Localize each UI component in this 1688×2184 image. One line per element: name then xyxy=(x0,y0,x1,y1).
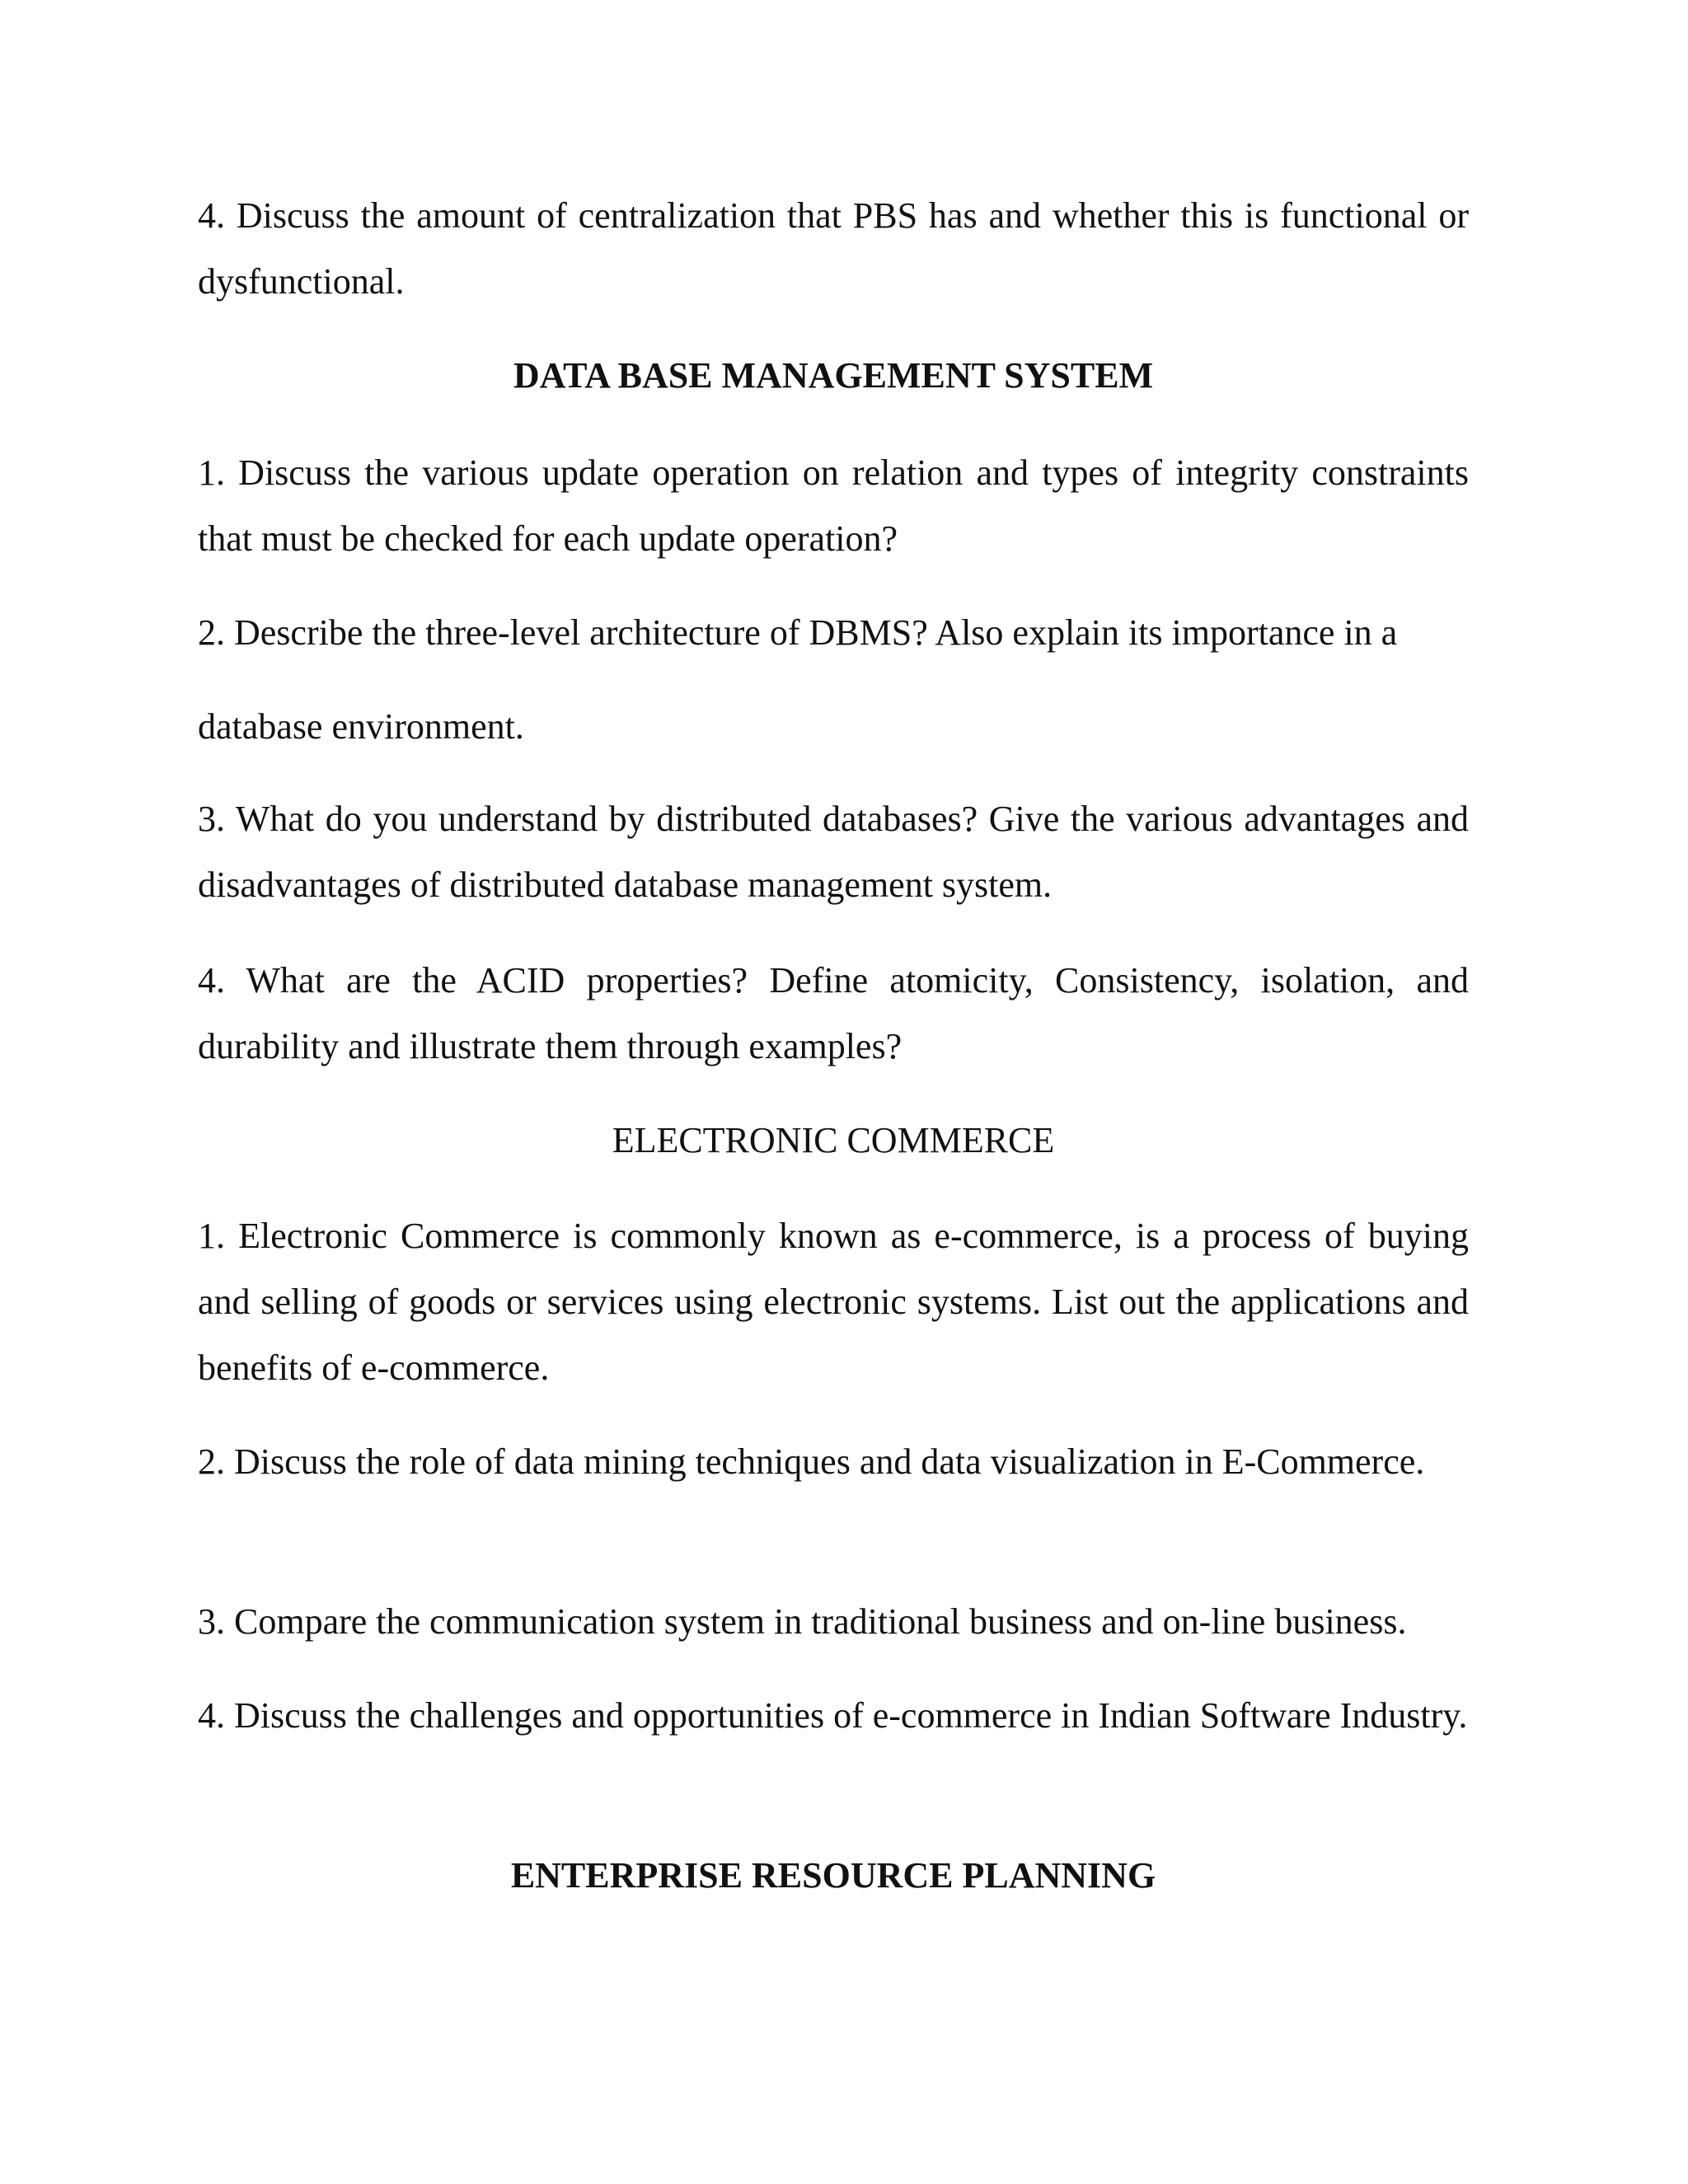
question-ecommerce-2: 2. Discuss the role of data mining techniques and data visualization in E-Commerce. xyxy=(198,1441,1425,1482)
question-dbms-2: 2. Describe the three-level architecture of DBMS? Also explain its importance in a xyxy=(198,612,1398,653)
question-ecommerce-4: 4. Discuss the challenges and opportunities of e-commerce in Indian Software Industry. xyxy=(198,1695,1468,1736)
question-pbs-4: 4. Discuss the amount of centralization that PBS has and whether this is functional or dysfunctional. xyxy=(198,195,1469,302)
section-heading-dbms: DATA BASE MANAGEMENT SYSTEM xyxy=(513,355,1154,396)
question-dbms-4: 4. What are the ACID properties? Define atomicity, Consistency, isolation, and durability and illustrate them through examples? xyxy=(198,960,1469,1066)
question-dbms-2-continued: database environment. xyxy=(198,706,524,747)
question-dbms-1: 1. Discuss the various update operation on relation and types of integrity constraints that must be checked for each update operation? xyxy=(198,452,1469,559)
section-heading-ecommerce: ELECTRONIC COMMERCE xyxy=(612,1120,1055,1160)
question-ecommerce-1: 1. Electronic Commerce is commonly known as e-commerce, is a process of buying and selling of goods or services using electronic systems. List out the applications and benefits of e-commerce. xyxy=(198,1216,1469,1388)
question-ecommerce-3: 3. Compare the communication system in traditional business and on-line business. xyxy=(198,1601,1407,1642)
section-heading-erp: ENTERPRISE RESOURCE PLANNING xyxy=(510,1855,1156,1896)
question-dbms-3: 3. What do you understand by distributed databases? Give the various advantages and disadvantages of distributed database management system. xyxy=(198,799,1469,905)
